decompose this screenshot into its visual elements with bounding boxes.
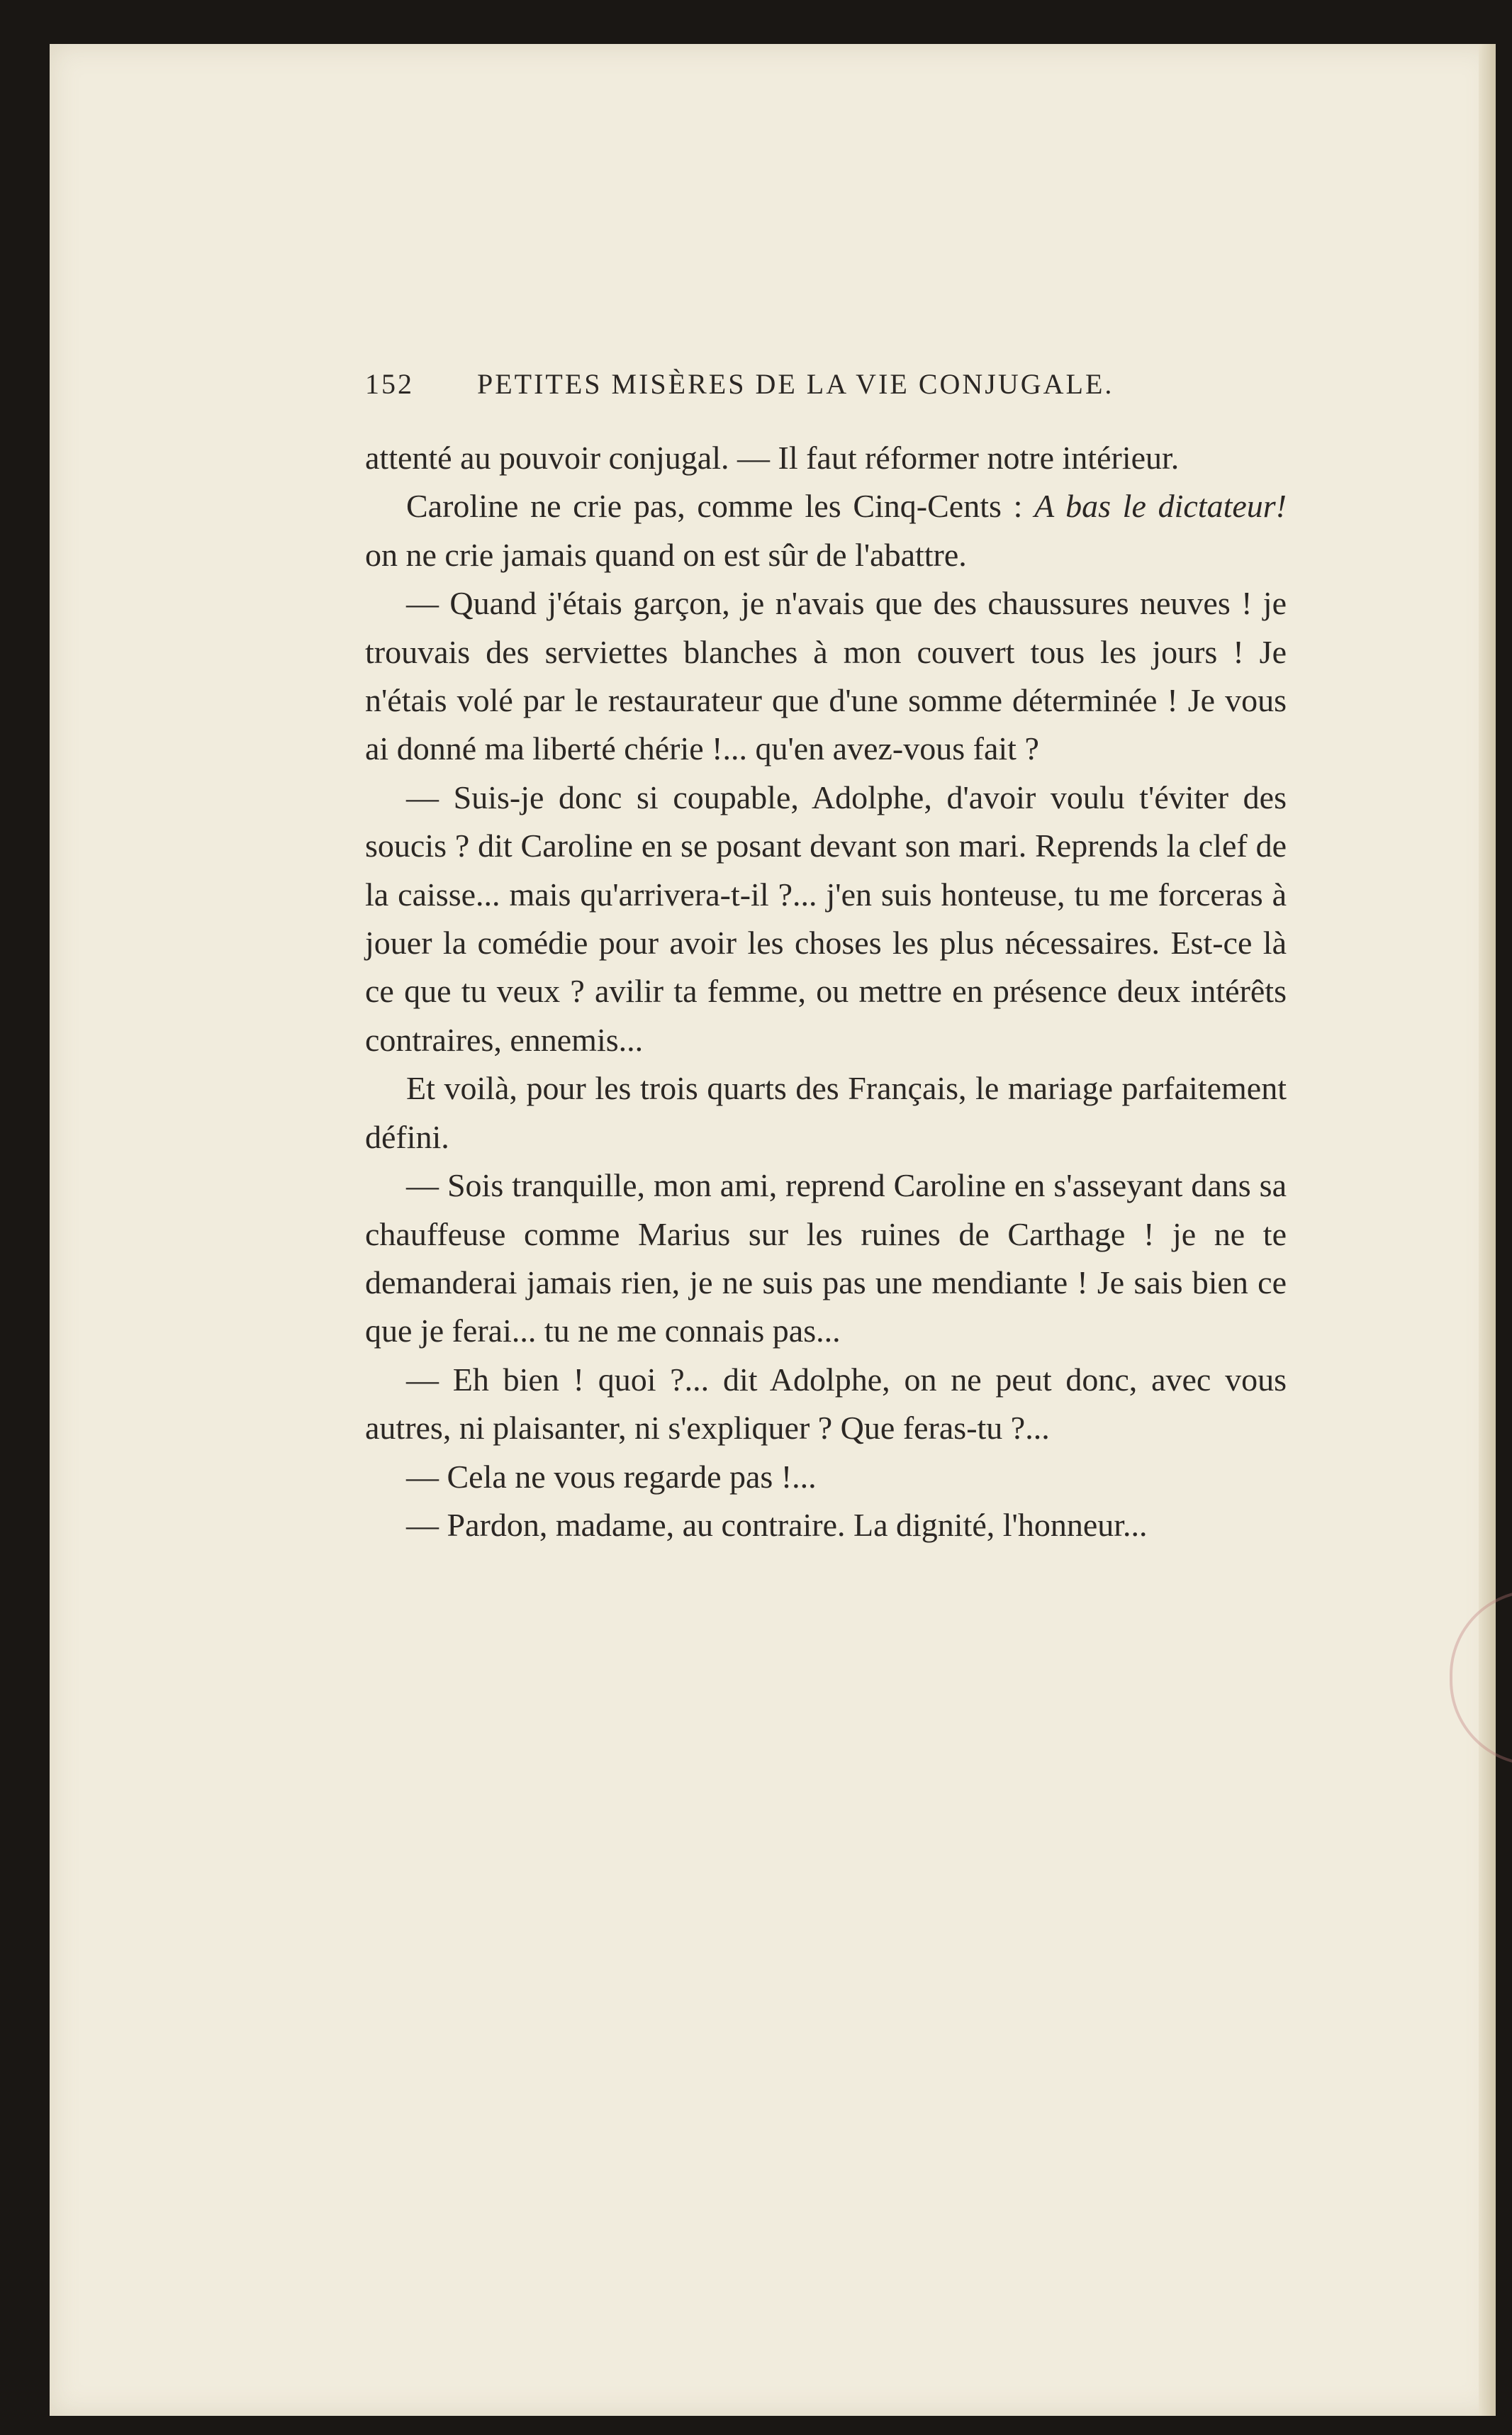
paragraph	[365, 774, 1287, 1064]
text-run: attenté au pouvoir conjugal. — Il faut réformer notre intérieur.	[365, 440, 1180, 476]
paragraph	[365, 579, 1287, 774]
paragraph	[365, 482, 1287, 579]
paragraph	[365, 1356, 1287, 1453]
text-run: Caroline ne crie pas, comme les Cinq-Cents :	[406, 488, 1035, 525]
body-text	[365, 434, 1287, 1549]
running-head	[365, 367, 1194, 410]
text-run: — Suis-je donc si coupable, Adolphe, d'avoir voulu t'éviter des soucis ? dit Caroline en se posant devant son mari. Reprends la clef de la caisse... mais qu'arrivera-t-il ?... j'en suis honteuse, tu me forceras à jouer la comédie pour avoir les choses les plus nécessaires. Est-ce là ce que tu veux ? avilir ta femme, ou mettre en présence deux intérêts contraires, ennemis...	[365, 779, 1287, 1058]
page-edge	[1479, 44, 1496, 2416]
running-title: PETITES MISÈRES DE LA VIE CONJUGALE.	[477, 368, 1114, 400]
text-run: — Sois tranquille, mon ami, reprend Caroline en s'asseyant dans sa chauffeuse comme Marius sur les ruines de Carthage ! je ne te demanderai jamais rien, je ne suis pas une mendiante ! Je sais bien ce que je ferai... tu ne me connais pas...	[365, 1167, 1287, 1349]
paragraph	[365, 1161, 1287, 1356]
page-number: 152	[365, 368, 414, 400]
text-run: Et voilà, pour les trois quarts des Français, le mariage parfaitement défini.	[365, 1070, 1287, 1155]
text-run: on ne crie jamais quand on est sûr de l'abattre.	[365, 536, 967, 573]
text-run: — Quand j'étais garçon, je n'avais que des chaussures neuves ! je trouvais des serviettes blanches à mon couvert tous les jours ! Je n'étais volé par le restaurateur que d'une somme déterminée ! Je vous ai donné ma liberté chérie !... qu'en avez-vous fait ?	[365, 585, 1287, 767]
italic-text: A bas le dictateur!	[1034, 488, 1287, 525]
paragraph	[365, 1064, 1287, 1161]
text-run: — Cela ne vous regarde pas !...	[406, 1458, 817, 1495]
library-stamp	[1450, 1590, 1512, 1766]
paragraph	[365, 434, 1287, 482]
paragraph	[365, 1453, 1287, 1501]
paragraph	[365, 1501, 1287, 1549]
text-run: — Eh bien ! quoi ?... dit Adolphe, on ne peut donc, avec vous autres, ni plaisanter, ni s'expliquer ? Que feras-tu ?...	[365, 1361, 1287, 1447]
text-run: — Pardon, madame, au contraire. La dignité, l'honneur...	[406, 1506, 1148, 1543]
